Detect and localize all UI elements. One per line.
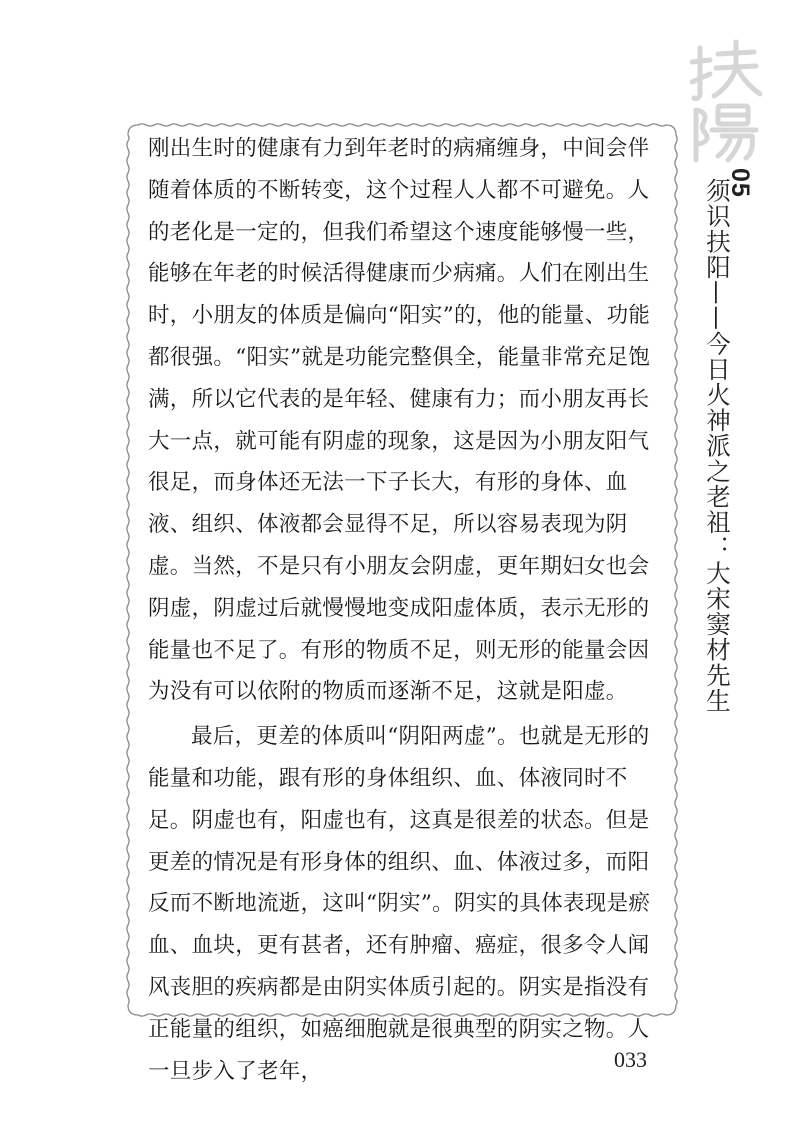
paragraph-2: 最后，更差的体质叫“阴阳两虚”。也就是无形的能量和功能，跟有形的身体组织、血、体液同时不足。阴虚也有，阳虚也有，这真是很差的状态。但是更差的情况是有形身体的组织、血、体液过多，而阳反而不断地流逝，这叫“阴实”。阴实的具体表现是瘀血、血块，更有甚者，还有肿瘤、癌症，很多令人闻风丧胆的疾病都是由阴实体质引起的。阴实是指没有正能量的组织，如癌细胞就是很典型的阴实之物。人一旦步入了老年， — [148, 724, 651, 1084]
chapter-number: 05 — [726, 168, 754, 198]
side-heading: 须识扶阳——今日火神派之老祖：大宋窦材先生 — [703, 178, 732, 714]
brush-title-glyphs — [690, 36, 770, 166]
brush-title-logo — [690, 36, 770, 166]
page-number: 033 — [614, 1047, 647, 1072]
body-text — [148, 128, 668, 1092]
paragraph-1: 刚出生时的健康有力到年老时的病痛缠身，中间会伴随着体质的不断转变，这个过程人人都不可避免。人的老化是一定的，但我们希望这个速度能够慢一些，能够在年老的时候活得健康而少病痛。人们在刚出生时，小朋友的体质是偏向“阳实”的，他的能量、功能都很强。“阳实”就是功能完整俱全，能量非常充足饱满，所以它代表的是年轻、健康有力；而小朋友再长大一点，就可能有阴虚的现象，这是因为小朋友阳气很足，而身体还无法一下子长大，有形的身体、血液、组织、体液都会显得不足，所以容易表现为阴虚。当然，不是只有小朋友会阴虚，更年期妇女也会阴虚，阴虚过后就慢慢地变成阳虚体质，表示无形的能量也不足了。有形的物质不足，则无形的能量会因为没有可以依附的物质而逐渐不足，这就是阳虚。 — [148, 136, 651, 705]
